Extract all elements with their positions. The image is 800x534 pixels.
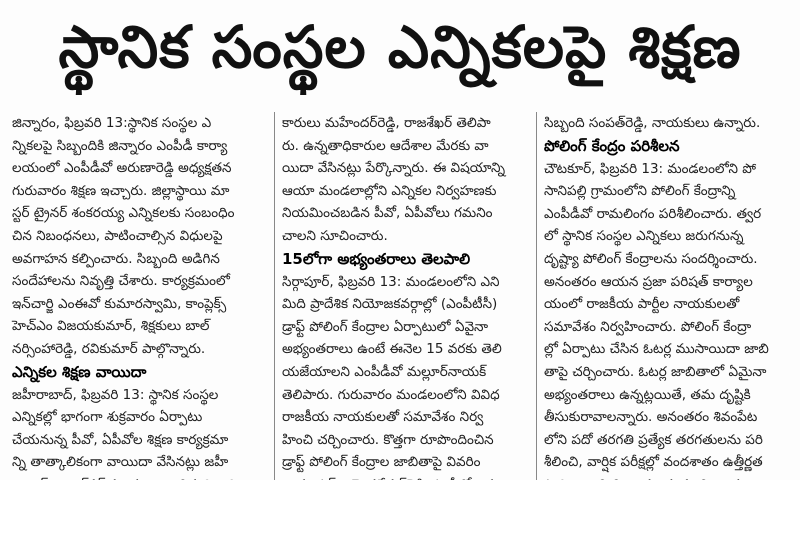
column-divider [536, 112, 537, 480]
text-line: జహీరాబాద్, ఫిబ్రవరి 13: స్థానిక సంస్థల [12, 386, 219, 403]
text-line: తాపై చర్చించారు. ఓటర్ల జాబితాలో ఏమైనా [544, 363, 767, 380]
paragraph-continued [282, 112, 528, 248]
text-line: డ్రాఫ్ట్ పోలింగ్ కేంద్రాల ఏర్పాటులో ఏవైనా [282, 318, 489, 335]
subhead-polling-station-inspection: పోలింగ్ కేంద్రం పరిశీలన [544, 136, 680, 155]
headline: స్థానిక సంస్థల ఎన్నికలపై శిక్షణ [58, 12, 742, 81]
text-line: రాజకీయ నాయకులతో సమావేశం నిర్వ [282, 409, 484, 426]
text-line: నియమించబడిన పీవో, ఏపీవోలు గమనిం [282, 205, 493, 222]
column-2 [274, 112, 536, 480]
text-line: చిన నిబంధనలు, పాటించాల్సిన విధులపై [12, 227, 223, 244]
text-line: సిబ్బంది సంపత్‌రెడ్డి, నాయకులు ఉన్నారు. [544, 115, 761, 131]
text-line: చాలని సూచించారు. [282, 227, 388, 244]
text-line: యంలో రాజకీయ పార్టీల నాయకులతో [544, 296, 740, 313]
text-line: సందేహాలను నివృత్తి చేశారు. కార్యక్రమంలో [12, 273, 230, 290]
text-line: దృష్ట్యా పోలింగ్ కేంద్రాలను సందర్శించారు. [544, 250, 758, 267]
text-line: రు. ఉన్నతాధికారుల ఆదేశాల మేరకు వా [282, 137, 489, 154]
text-line: లయంలో ఎంపీడీవో అరుణారెడ్డి అధ్యక్షతన [12, 160, 232, 177]
column-divider [274, 112, 275, 480]
text-line: ఆయా మండలాల్లోని ఎన్నికల నిర్వహణకు [282, 182, 497, 199]
paragraph-choutakur [544, 158, 784, 497]
text-line: అనంతరం ఆయన ప్రజా పరిషత్ కార్యాల [544, 273, 753, 290]
paragraph-sirgapur [282, 271, 528, 497]
text-line: సమావేశం నిర్వహించారు. పోలింగ్ కేంద్రా [544, 318, 752, 335]
paragraph-jinnaram [12, 112, 266, 361]
bottom-margin [0, 480, 800, 534]
text-line: యజేయాలని ఎంపీడీవో మల్లూర్‌నాయక్ [282, 363, 487, 380]
subhead-objections: 15లోగా అభ్యంతరాలు తెలపాలి [282, 249, 471, 268]
text-line: సిర్గాపూర్, ఫిబ్రవరి 13: మండలంలోని ఎని [282, 273, 500, 290]
text-line: ఎంపీడీవో రామలింగం పరిశీలించారు. త్వర [544, 205, 762, 222]
text-line: గురువారం శిక్షణ ఇచ్చారు. జిల్లాస్థాయి మా [12, 182, 230, 199]
text-line: అభ్యంతరాలు ఉంటే ఈనెల 15 వరకు తెలి [282, 341, 502, 358]
text-line: లో స్థానిక సంస్థల ఎన్నికలు జరుగనున్న [544, 228, 744, 245]
text-line: మిది ప్రాదేశిక నియోజకవర్గాల్లో (ఎంపీటీసీ) [282, 296, 498, 313]
text-line: న్ని తాత్కాలికంగా వాయిదా వేసినట్లు జహీ [12, 454, 229, 471]
article-columns [4, 112, 792, 480]
text-line: స్టర్ ట్రైనర్ శంకరయ్య ఎన్నికలకు సంబంధిం [12, 205, 235, 222]
text-line: నర్సింహారెడ్డి, రవికుమార్ పాల్గొన్నారు. [12, 340, 206, 357]
text-line: ల్లో ఏర్పాటు చేసిన ఓటర్ల ముసాయిదా జాబి [544, 341, 769, 358]
text-line: కారులు మహేందర్‌రెడ్డి, రాజశేఖర్ తెలిపా [282, 115, 491, 131]
text-line: శీలించి, వార్షిక పరీక్షల్లో వందశాతం ఉత్తీర్ణత [544, 454, 763, 471]
text-line: న్నికలపై సిబ్బందికి జిన్నారం ఎంపీడీ కార్యా [12, 137, 228, 154]
text-line: సానిపల్లి గ్రామంలోని పోలింగ్ కేంద్రాన్ని [544, 183, 736, 200]
text-line: డ్రాఫ్ట్ పోలింగ్ కేంద్రాల జాబితాపై వివరిం [282, 454, 481, 471]
text-line: యిదా వేసినట్లు పేర్కొన్నారు. ఈ విషయాన్ని [282, 160, 506, 177]
text-line: జిన్నారం, ఫిబ్రవరి 13:స్థానిక సంస్థల ఎ [12, 115, 212, 131]
text-line: హించి చర్చించారు. కొత్తగా రూపొందించిన [282, 431, 494, 448]
text-line: చౌటకూర్, ఫిబ్రవరి 13: మండలంలోని పో [544, 160, 756, 177]
paragraph-continued [544, 112, 784, 135]
text-line: లోని పదో తరగతి ప్రత్యేక తరగతులను పరి [544, 431, 763, 448]
text-line: తీసుకురావాలన్నారు. అనంతరం శివంపేట [544, 409, 758, 426]
subhead-training-postponed: ఎన్నికల శిక్షణ వాయిదా [12, 362, 147, 381]
text-line: ఇన్‌చార్జి ఎంఈవో కుమారస్వామి, కాంప్లెక్స్ [12, 295, 227, 312]
text-line: హెచ్ఎం విజయకుమార్, శిక్షకులు బాల్ [12, 318, 210, 335]
text-line: అభ్యంతరాలు ఉన్నట్లయితే, తమ దృష్టికి [544, 386, 751, 403]
column-3 [536, 112, 792, 480]
text-line: చేయనున్న పీవో, ఏపీవోల శిక్షణ కార్యక్రమా [12, 431, 229, 448]
column-1 [4, 112, 274, 480]
text-line: ఎన్నికల్లో భాగంగా శుక్రవారం ఏర్పాటు [12, 409, 203, 426]
text-line: తెలిపారు. గురువారం మండలంలోని వివిధ [282, 386, 500, 403]
text-line: అవగాహన కల్పించారు. సిబ్బంది అడిగిన [12, 250, 220, 267]
